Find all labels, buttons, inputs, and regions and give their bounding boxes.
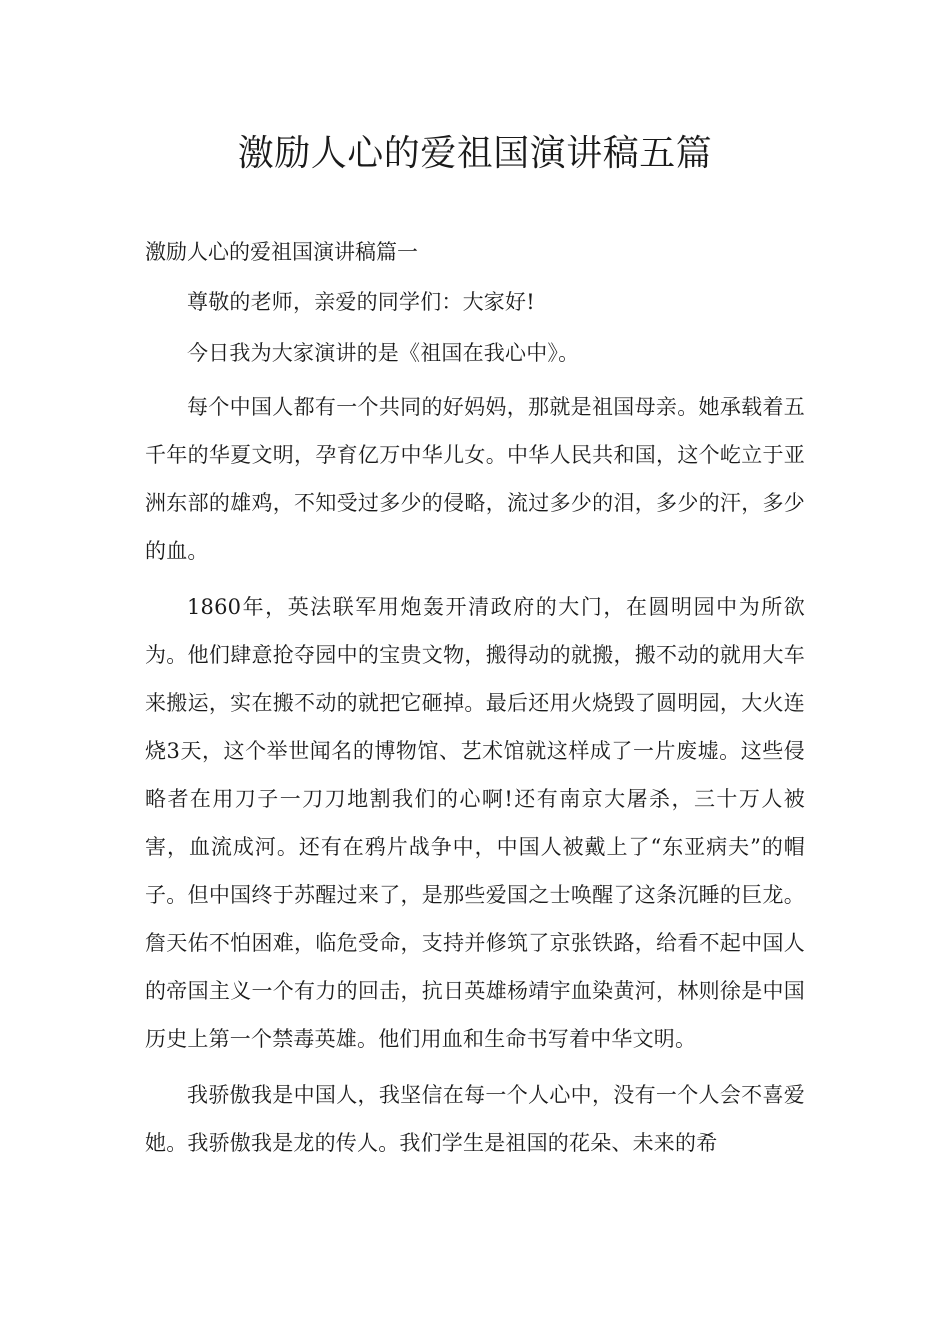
paragraph-motherland: 每个中国人都有一个共同的好妈妈，那就是祖国母亲。她承载着五千年的华夏文明，孕育亿万中华儿女。中华人民共和国，这个屹立于亚洲东部的雄鸡，不知受过多少的侵略，流过多少的泪，多少的汗，多少的血。 <box>145 395 805 563</box>
document-body <box>145 232 805 1175</box>
paragraph-topic: 今日我为大家演讲的是《祖国在我心中》。 <box>187 341 580 365</box>
section-heading: 激励人心的爱祖国演讲稿篇一 <box>145 240 418 264</box>
paragraph-greeting: 尊敬的老师，亲爱的同学们：大家好! <box>187 290 535 314</box>
paragraph-pride: 我骄傲我是中国人，我坚信在每一个人心中，没有一个人会不喜爱她。我骄傲我是龙的传人。我们学生是祖国的花朵、未来的希 <box>145 1083 805 1155</box>
paragraph-history: 1860年，英法联军用炮轰开清政府的大门，在圆明园中为所欲为。他们肆意抢夺园中的宝贵文物，搬得动的就搬，搬不动的就用大车来搬运，实在搬不动的就把它砸掉。最后还用火烧毁了圆明园，大火连烧3天，这个举世闻名的博物馆、艺术馆就这样成了一片废墟。这些侵略者在用刀子一刀刀地割我们的心啊!还有南京大屠杀，三十万人被害，血流成河。还有在鸦片战争中，中国人被戴上了“东亚病夫”的帽子。但中国终于苏醒过来了，是那些爱国之士唤醒了这条沉睡的巨龙。詹天佑不怕困难，临危受命，支持并修筑了京张铁路，给看不起中国人的帝国主义一个有力的回击，抗日英雄杨靖宇血染黄河，林则徐是中国历史上第一个禁毒英雄。他们用血和生命书写着中华文明。 <box>145 595 805 1051</box>
document-title: 激励人心的爱祖国演讲稿五篇 <box>237 133 713 174</box>
